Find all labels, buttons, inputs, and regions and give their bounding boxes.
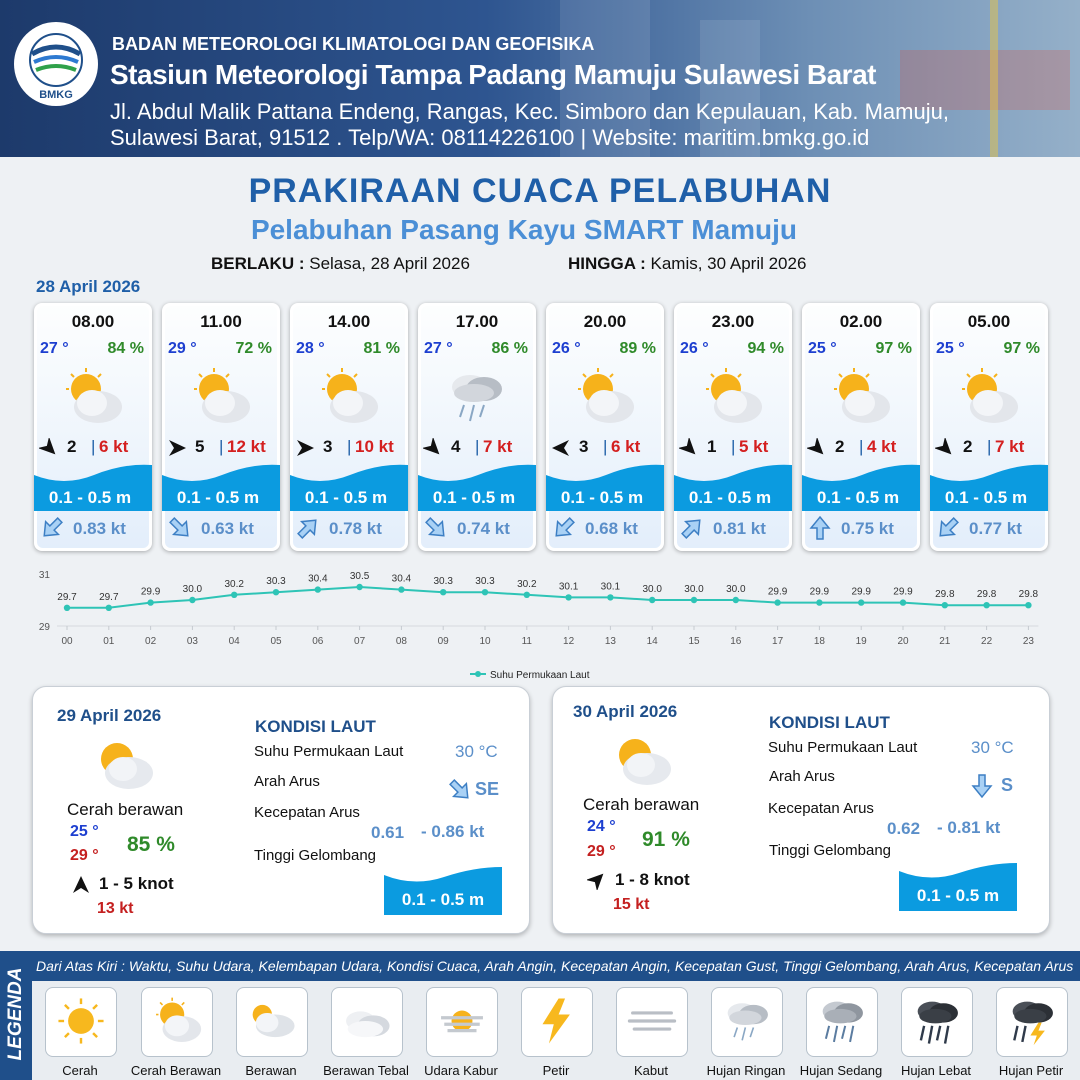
card-current-speed: 0.77 kt (969, 519, 1022, 538)
sst-data-label: 29.9 (851, 586, 871, 598)
card-temperature: 26 ° (552, 340, 581, 357)
cerah-berawan-icon (87, 733, 159, 797)
card-temperature: 27 ° (40, 340, 69, 357)
panel-condition: Cerah berawan (67, 800, 184, 819)
card-wind-speed: 5 (195, 437, 205, 456)
card-wind-gust: 12 kt (227, 437, 266, 456)
panel-humidity: 85 % (127, 833, 175, 856)
card-wind-speed: 4 (451, 437, 461, 456)
card-humidity: 72 % (235, 340, 272, 357)
sst-value: 30 °C (971, 738, 1014, 757)
sst-data-point (64, 605, 70, 611)
sst-data-point (942, 602, 948, 608)
validity-to (568, 254, 806, 274)
legend-item (901, 987, 973, 1057)
card-wind (39, 437, 147, 459)
card-current-speed: 0.81 kt (713, 519, 766, 538)
kondisi-laut-title: KONDISI LAUT (255, 717, 376, 736)
logo-text: BMKG (39, 89, 73, 101)
legend-title: LEGENDA (5, 967, 26, 1061)
sst-chart-svg (30, 562, 1050, 684)
card-wind-separator: | (347, 437, 352, 456)
legend-item-label: Cerah (62, 1063, 98, 1078)
cerah-berawan-icon (312, 365, 384, 429)
hourly-card (802, 303, 920, 551)
legend-item (806, 987, 878, 1057)
current-direction-icon (295, 515, 321, 541)
card-humidity: 86 % (491, 340, 528, 357)
card-temperature: 25 ° (936, 340, 965, 357)
card-current-speed: 0.75 kt (841, 519, 894, 538)
sst-data-label: 30.0 (182, 584, 203, 595)
current-direction-icon (423, 515, 449, 541)
legend-item-label: Kabut (634, 1063, 668, 1078)
current-direction-label: Arah Arus (769, 768, 835, 785)
panel-temp-min: 25 ° (70, 823, 99, 840)
legend-item-label: Berawan Tebal (323, 1063, 409, 1078)
panel-condition: Cerah berawan (583, 795, 700, 814)
sst-data-label: 29.7 (99, 591, 119, 603)
wind-direction-icon (295, 438, 315, 458)
card-wind-gust: 7 kt (483, 437, 513, 456)
hourly-card (418, 303, 536, 551)
x-tick-label: 12 (563, 636, 575, 647)
legend-item-label: Cerah Berawan (130, 1063, 222, 1078)
current-direction-icon (39, 515, 65, 541)
daily-panel-30-april (552, 686, 1050, 934)
sst-data-point (356, 584, 362, 590)
card-current (423, 515, 531, 541)
current-speed-min: 0.61 (371, 823, 405, 842)
x-tick-label: 01 (103, 636, 115, 647)
card-time: 08.00 (71, 312, 115, 331)
card-time: 02.00 (839, 312, 883, 331)
sst-data-label: 29.9 (809, 586, 830, 598)
card-wind-gust: 6 kt (99, 437, 129, 456)
card-current (807, 515, 915, 541)
sst-series-line (67, 587, 1028, 608)
card-humidity: 94 % (747, 340, 784, 357)
x-tick-label: 04 (228, 636, 240, 647)
card-wind-speed: 1 (707, 437, 717, 456)
legend-item (521, 987, 593, 1057)
sst-data-label: 30.2 (517, 578, 537, 590)
legend-item-label: Hujan Sedang (799, 1063, 883, 1078)
sst-value: 30 °C (455, 742, 498, 761)
card-temperature: 28 ° (296, 340, 325, 357)
validity-from-value: Selasa, 28 April 2026 (309, 254, 470, 273)
card-current-speed: 0.78 kt (329, 519, 382, 538)
sst-data-point (733, 597, 739, 603)
card-humidity: 97 % (875, 340, 912, 357)
card-current (295, 515, 403, 541)
card-wave-height: 0.1 - 0.5 m (688, 488, 772, 507)
legend-item-label: Berawan (245, 1063, 297, 1078)
cerah-berawan-icon (56, 365, 128, 429)
sst-data-label: 30.1 (558, 581, 579, 593)
panel-wind-gust: 13 kt (97, 900, 134, 917)
berawan-icon (243, 992, 301, 1050)
wave-height-label: Tinggi Gelombang (769, 842, 892, 859)
current-direction-icon (447, 777, 473, 803)
cerah-berawan-icon (824, 365, 896, 429)
legend-item (141, 987, 213, 1057)
petir-icon (528, 992, 586, 1050)
wave-height-value: 0.1 - 0.5 m (916, 886, 1000, 905)
card-time: 17.00 (455, 312, 499, 331)
card-current-speed: 0.74 kt (457, 519, 510, 538)
x-tick-label: 08 (395, 636, 407, 647)
card-wind-speed: 2 (67, 437, 77, 456)
card-temperature: 25 ° (808, 340, 837, 357)
card-wind-speed: 3 (579, 437, 589, 456)
card-wave-height: 0.1 - 0.5 m (560, 488, 644, 507)
hujan-petir-icon (1003, 992, 1061, 1050)
legend-item-label: Hujan Lebat (900, 1063, 972, 1078)
panel-wind-gust: 15 kt (613, 896, 650, 913)
cerah-berawan-icon (184, 365, 256, 429)
current-direction-icon (167, 515, 193, 541)
x-tick-label: 09 (437, 636, 449, 647)
x-tick-label: 13 (604, 636, 616, 647)
legend-item (45, 987, 117, 1057)
x-tick-label: 11 (521, 636, 532, 647)
card-wind-separator: | (603, 437, 608, 456)
sst-data-point (231, 592, 237, 598)
hourly-card (930, 303, 1048, 551)
card-wind-speed: 2 (963, 437, 973, 456)
address-line-1: Jl. Abdul Malik Pattana Endeng, Rangas, Kec. Simboro dan Kepulauan, Kab. Mamuju, (110, 99, 949, 124)
x-tick-label: 23 (1022, 636, 1034, 647)
sst-data-label: 30.0 (726, 584, 746, 595)
x-tick-label: 03 (186, 636, 198, 647)
sst-data-label: 29.8 (976, 589, 997, 601)
card-wind-separator: | (987, 437, 992, 456)
sst-data-point (1025, 602, 1031, 608)
panel-date: 29 April 2026 (57, 706, 162, 725)
wind-direction-icon (935, 438, 955, 458)
sst-data-label: 30.4 (391, 573, 412, 585)
current-direction-icon (807, 515, 833, 541)
card-wind-gust: 7 kt (995, 437, 1025, 456)
panel-temp-min: 24 ° (587, 818, 616, 835)
card-time: 14.00 (327, 312, 371, 331)
sst-data-label: 29.9 (140, 586, 161, 598)
x-tick-label: 20 (897, 636, 909, 647)
panel-date: 30 April 2026 (573, 702, 678, 721)
sst-data-label: 30.1 (600, 581, 621, 593)
sst-data-label: 30.5 (349, 571, 370, 582)
legend-item (331, 987, 403, 1057)
sst-data-label: 29.9 (893, 586, 913, 598)
sst-data-label: 30.4 (308, 573, 328, 585)
card-wind (295, 437, 403, 459)
sst-data-label: 30.0 (642, 584, 662, 595)
cerah-berawan-icon (696, 365, 768, 429)
current-speed-label: Kecepatan Arus (768, 800, 874, 817)
legend-description: Dari Atas Kiri : Waktu, Suhu Udara, Kelembapan Udara, Kondisi Cuaca, Arah Angin, Kecepatan Angin, Kecepatan Gust, Tinggi Gelombang, Arah Arus, Kecepatan Arus (36, 958, 1074, 974)
current-speed-max: - 0.86 kt (421, 822, 485, 841)
card-wave-height: 0.1 - 0.5 m (48, 488, 132, 507)
sst-data-point (482, 589, 488, 595)
sst-data-point (816, 599, 822, 605)
cerah-berawan-icon (568, 365, 640, 429)
cerah-berawan-icon (148, 992, 206, 1050)
x-tick-label: 00 (61, 636, 73, 647)
current-direction-icon (969, 773, 995, 799)
legend-item-label: Hujan Petir (998, 1063, 1064, 1078)
y-tick-label: 29 (38, 622, 50, 633)
card-wind-separator: | (731, 437, 736, 456)
wind-direction-icon (587, 870, 607, 890)
x-tick-label: 07 (354, 636, 366, 647)
validity-to-value: Kamis, 30 April 2026 (650, 254, 807, 273)
x-tick-label: 05 (270, 636, 282, 647)
port-name: Pelabuhan Pasang Kayu SMART Mamuju (250, 214, 798, 245)
card-current-speed: 0.68 kt (585, 519, 638, 538)
card-wind-gust: 6 kt (611, 437, 641, 456)
current-direction-value: S (1001, 775, 1014, 795)
berawan-tebal-icon (338, 992, 396, 1050)
sst-data-point (440, 589, 446, 595)
wave-height-label: Tinggi Gelombang (254, 847, 377, 864)
sst-data-label: 30.3 (266, 576, 286, 588)
hourly-card (546, 303, 664, 551)
sst-data-label: 29.9 (767, 586, 788, 598)
hourly-card (34, 303, 152, 551)
card-wind-gust: 5 kt (739, 437, 769, 456)
sst-data-label: 30.3 (433, 576, 453, 588)
card-temperature: 26 ° (680, 340, 709, 357)
card-current (679, 515, 787, 541)
x-tick-label: 10 (479, 636, 491, 647)
hujan-ringan-icon (440, 365, 512, 429)
legend-marker (475, 671, 481, 677)
card-wave-height: 0.1 - 0.5 m (432, 488, 516, 507)
legend-item (711, 987, 783, 1057)
x-tick-label: 02 (145, 636, 157, 647)
current-speed-min: 0.62 (887, 819, 921, 838)
bmkg-logo-icon (14, 22, 98, 106)
sst-data-point (649, 597, 655, 603)
card-humidity: 84 % (107, 340, 144, 357)
card-wind-gust: 10 kt (355, 437, 394, 456)
hujan-sedang-icon (813, 992, 871, 1050)
wind-direction-icon (71, 875, 91, 895)
card-wave-height: 0.1 - 0.5 m (944, 488, 1028, 507)
legend-item-label: Petir (542, 1063, 570, 1078)
panel-wind-speed: 1 - 5 knot (99, 874, 174, 893)
card-current (935, 515, 1043, 541)
wind-direction-icon (167, 438, 187, 458)
legend-side-bar (0, 951, 32, 1080)
wind-direction-icon (423, 438, 443, 458)
sst-data-point (398, 586, 404, 592)
current-direction-icon (551, 515, 577, 541)
sst-data-label: 29.8 (935, 589, 955, 601)
card-wind-separator: | (475, 437, 480, 456)
card-wind-gust: 4 kt (867, 437, 897, 456)
wave-height-value: 0.1 - 0.5 m (401, 890, 485, 909)
page-title: PRAKIRAAN CUACA PELABUHAN (248, 172, 832, 210)
cerah-berawan-icon (952, 365, 1024, 429)
kondisi-laut-title: KONDISI LAUT (769, 713, 890, 732)
card-wind-separator: | (219, 437, 224, 456)
agency-name: BADAN METEOROLOGI KLIMATOLOGI DAN GEOFISIKA (112, 34, 595, 54)
hujan-lebat-icon (908, 992, 966, 1050)
card-wind (935, 437, 1043, 459)
sst-data-point (900, 599, 906, 605)
validity-to-label: HINGGA : (568, 254, 646, 273)
udara-kabur-icon (433, 992, 491, 1050)
card-wave-height: 0.1 - 0.5 m (176, 488, 260, 507)
sst-label: Suhu Permukaan Laut (254, 743, 404, 760)
card-time: 05.00 (967, 312, 1011, 331)
hourly-card (290, 303, 408, 551)
x-tick-label: 18 (813, 636, 825, 647)
card-wave-height: 0.1 - 0.5 m (816, 488, 900, 507)
sst-data-point (147, 599, 153, 605)
bmkg-logo (14, 22, 98, 106)
card-current (39, 515, 147, 541)
sst-data-point (858, 599, 864, 605)
legend-item (236, 987, 308, 1057)
legend-item (996, 987, 1068, 1057)
sst-data-label: 30.0 (684, 584, 704, 595)
validity-from (211, 254, 470, 274)
wind-direction-icon (39, 438, 59, 458)
panel-temp-max: 29 ° (587, 843, 616, 860)
hujan-ringan-icon (718, 992, 776, 1050)
sst-data-point (607, 594, 613, 600)
sst-data-point (524, 592, 530, 598)
card-humidity: 89 % (619, 340, 656, 357)
sst-data-label: 29.7 (57, 591, 77, 603)
card-wind-separator: | (91, 437, 96, 456)
x-tick-label: 06 (312, 636, 324, 647)
card-current-speed: 0.63 kt (201, 519, 254, 538)
card-temperature: 29 ° (168, 340, 197, 357)
x-tick-label: 22 (981, 636, 993, 647)
hourly-card (674, 303, 792, 551)
panel-wind-speed: 1 - 8 knot (615, 870, 690, 889)
card-wind (167, 437, 275, 459)
x-tick-label: 19 (855, 636, 867, 647)
x-tick-label: 17 (772, 636, 784, 647)
card-current (167, 515, 275, 541)
card-wind (551, 437, 659, 459)
sst-data-point (691, 597, 697, 603)
card-wave-height: 0.1 - 0.5 m (304, 488, 388, 507)
card-time: 20.00 (583, 312, 627, 331)
sst-data-label: 29.8 (1018, 589, 1039, 601)
card-humidity: 81 % (363, 340, 400, 357)
card-humidity: 97 % (1003, 340, 1040, 357)
sst-data-point (774, 599, 780, 605)
legend-item-label: Udara Kabur (424, 1063, 498, 1078)
x-tick-label: 15 (688, 636, 700, 647)
wind-direction-icon (807, 438, 827, 458)
card-temperature: 27 ° (424, 340, 453, 357)
sst-data-point (983, 602, 989, 608)
header-crane (990, 0, 998, 157)
legend-item (426, 987, 498, 1057)
current-speed-max: - 0.81 kt (937, 818, 1001, 837)
card-current (551, 515, 659, 541)
x-tick-label: 16 (730, 636, 742, 647)
sst-label: Suhu Permukaan Laut (768, 739, 918, 756)
card-wind (423, 437, 531, 459)
current-speed-label: Kecepatan Arus (254, 804, 360, 821)
card-wind-separator: | (859, 437, 864, 456)
sst-data-point (106, 605, 112, 611)
sst-data-point (273, 589, 279, 595)
sst-data-point (565, 594, 571, 600)
sea-surface-temperature-chart (30, 562, 1050, 684)
station-name: Stasiun Meteorologi Tampa Padang Mamuju Sulawesi Barat (110, 59, 876, 90)
card-wind (679, 437, 787, 459)
legend-item-label: Hujan Ringan (706, 1063, 786, 1078)
hourly-forecast-cards (34, 303, 1054, 553)
card-time: 23.00 (711, 312, 755, 331)
x-tick-label: 14 (646, 636, 658, 647)
kabut-icon (623, 992, 681, 1050)
sst-data-label: 30.2 (224, 578, 244, 590)
current-direction-label: Arah Arus (254, 773, 320, 790)
card-wind-speed: 3 (323, 437, 333, 456)
validity-from-label: BERLAKU : (211, 254, 305, 273)
current-direction-icon (935, 515, 961, 541)
card-wind (807, 437, 915, 459)
card-wind-speed: 2 (835, 437, 845, 456)
wind-direction-icon (679, 438, 699, 458)
sst-data-point (315, 586, 321, 592)
legend-series-name: Suhu Permukaan Laut (490, 670, 590, 681)
legend-item (616, 987, 688, 1057)
card-time: 11.00 (200, 312, 242, 331)
daily-panel-29-april (32, 686, 530, 934)
x-tick-label: 21 (939, 636, 951, 647)
current-direction-value: SE (475, 779, 500, 799)
sst-data-point (189, 597, 195, 603)
sst-data-label: 30.3 (475, 576, 495, 588)
forecast-date: 28 April 2026 (36, 277, 141, 296)
panel-temp-max: 29 ° (70, 847, 99, 864)
current-direction-icon (679, 515, 705, 541)
cerah-berawan-icon (605, 729, 677, 793)
cerah-icon (52, 992, 110, 1050)
wind-direction-icon (551, 438, 571, 458)
card-current-speed: 0.83 kt (73, 519, 126, 538)
panel-humidity: 91 % (642, 828, 690, 851)
hourly-card (162, 303, 280, 551)
address-line-2: Sulawesi Barat, 91512 . Telp/WA: 08114226100 | Website: maritim.bmkg.go.id (110, 125, 870, 150)
y-tick-label: 31 (38, 570, 50, 581)
